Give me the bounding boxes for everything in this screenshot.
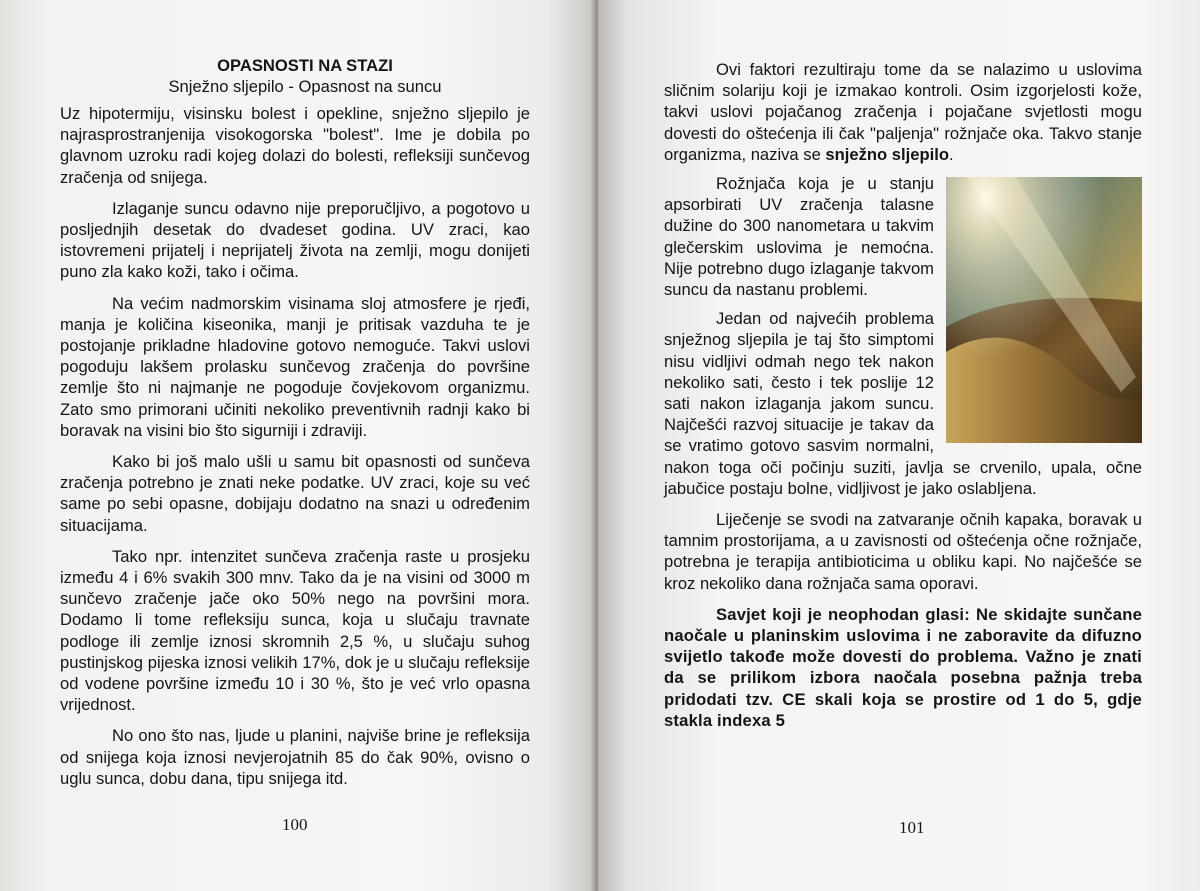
chapter-title: OPASNOSTI NA STAZI (217, 56, 393, 75)
paragraph: No ono što nas, ljude u planini, najviše brine je refleksija od snijega koja iznosi nevjerojatnih 85 do čak 90%, ovisno o uglu sunca, dobu dana, tipu snijega itd. (60, 726, 530, 788)
paragraph: Na većim nadmorskim visinama sloj atmosfere je rjeđi, manja je količina kiseonika, manji je pritisak vazduha te je postojanje prikladne hladovine gotovo nemoguće. Takvi uslovi pogoduju lakšem prolasku sunčevog zračenja do površine zemlje što ni najmanje ne pogoduje čovjekovom organizmu. Zato smo primorani učiniti nekoliko preventivnih radnji kako bi boravak na visini bio što sigurniji i zdraviji. (60, 293, 530, 440)
left-page (0, 0, 595, 891)
photo-image (946, 177, 1142, 443)
right-page-body (664, 59, 1142, 741)
snow-dune-photo (946, 177, 1142, 443)
chapter-subtitle: Snježno sljepilo - Opasnost na suncu (168, 77, 442, 96)
term-bold: snježno sljepilo (825, 144, 949, 164)
paragraph: Rožnjača koja je u stanju apsorbirati UV zračenja talasne dužine do 300 nanometara u takvim glečerskim uslovima je nemoćna. Nije potrebno dugo izlaganje takvom suncu da nastanu problemi. (664, 174, 934, 300)
paragraph: Tako npr. intenzitet sunčeva zračenja raste u prosjeku između 4 i 6% svakih 300 mnv. Tako da je na visini od 3000 m sunčevo zračenje jače oko 50% nego na površini mora. Dodamo li tome refleksiju sunca, koja u slučaju travnate podloge ili zemlje iznosi skromnih 2,5 %, u slučaju suhog pustinjskog pijeska iznosi velikih 17%, dok je u slučaju refleksije od vodene površine između 10 i 30 %, što je već vrlo opasna vrijednost. (60, 546, 530, 715)
left-page-body (60, 56, 530, 799)
paragraph-end: . (948, 144, 954, 164)
paragraph: Jedan od najvećih problema snježnog sljepila je taj što simptomi nisu vidljivi odmah nego tek nakon nekoliko sati, često i tek poslije 12 sati nakon izlaganja jakom suncu. Najčešći razvoj situacije je takav da se vratimo gotovo sasvim normalni, nakon toga oči počinju suziti, javlja se crvenilo, upala, očne jabučice postaju bolne, vidljivost je jako oslabljena. (664, 309, 1142, 498)
paragraph: Liječenje se svodi na zatvaranje očnih kapaka, boravak u tamnim prostorijama, a u zavisnosti od oštećenja očne rožnjače, potrebna je terapija antibioticima u obliku kapi. No najčešće se kroz nekoliko dana rožnjača sama oporavi. (664, 510, 1142, 593)
page-number: 100 (282, 815, 308, 834)
paragraph: Kako bi još malo ušli u samu bit opasnosti od sunčeva zračenja potrebno je znati neke podatke. UV zraci, koje su već same po sebi opasne, dobijaju dodatno na snazi u određenim situacijama. (60, 452, 530, 535)
advice-paragraph: Savjet koji je neophodan glasi: Ne skidajte sunčane naočale u planinskim uslovima i ne zaboravite da difuzno svijetlo takođe može dovesti do problema. Važno je znati da se prilikom izbora naočala posebna pažnja treba pridodati tzv. CE skali koja se prostire od 1 do 5, gdje stakla indexa 5 (664, 604, 1142, 730)
paragraph: Uz hipotermiju, visinsku bolest i opekline, snježno sljepilo je najrasprostranjenija visokogorska "bolest". Ime je dobila po glavnom uzroku radi kojeg dolazi do bolesti, refleksiji sunčevog zračenja od snijega. (60, 104, 530, 187)
page-number: 101 (899, 818, 925, 837)
paragraph: Izlaganje suncu odavno nije preporučljivo, a pogotovo u posljednjih desetak do dvadeset godina. UV zraci, kao istovremeni prijatelj i neprijatelj života na zemlji, mogu donijeti puno zla kako koži, tako i očima. (60, 198, 530, 282)
paragraph-text: Ovi faktori rezultiraju tome da se nalazimo u uslovima sličnim solariju koji je izmakao kontroli. Osim izgorjelosti kože, takvi uslovi pojačanog zračenja i pojačane svjetlosti mogu dovesti do oštećenja ili čak "paljenja" rožnjače oka. Takvo stanje organizma, naziva se (664, 60, 1142, 164)
paragraph (664, 59, 1142, 165)
right-page (598, 0, 1200, 891)
